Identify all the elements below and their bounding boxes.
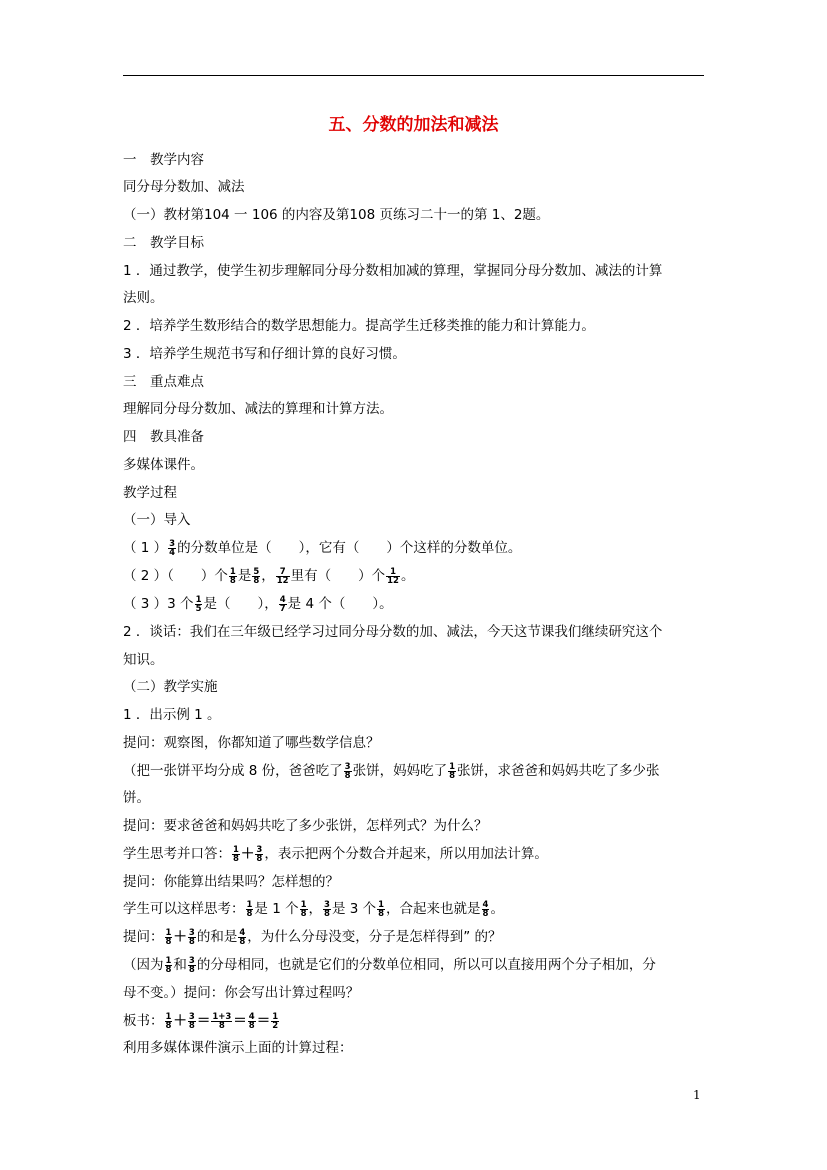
denominator: 5 bbox=[195, 603, 202, 614]
equals-sign: ＝ bbox=[256, 1013, 271, 1029]
text-segment: （ 3 ）3 个 bbox=[123, 596, 194, 612]
denominator: 12 bbox=[276, 575, 289, 586]
plus-sign: ＋ bbox=[240, 846, 255, 862]
denominator: 8 bbox=[188, 936, 195, 947]
denominator: 2 bbox=[272, 1020, 279, 1031]
fraction-1-8 bbox=[246, 901, 254, 918]
numerator: 1+3 bbox=[212, 1011, 232, 1022]
text-segment: 。 bbox=[400, 568, 415, 584]
text-segment: 张饼，求爸爸和妈妈共吃了多少张 bbox=[457, 763, 660, 779]
denominator: 8 bbox=[449, 770, 456, 781]
text-line: 法则。 bbox=[123, 290, 164, 306]
numerator: 4 bbox=[248, 1011, 255, 1022]
numerator: 3 bbox=[256, 844, 263, 855]
numerator: 3 bbox=[344, 761, 351, 772]
fraction-1-12 bbox=[386, 568, 400, 585]
header-rule bbox=[123, 75, 704, 76]
text-line: 理解同分母分数加、减法的算理和计算方法。 bbox=[123, 401, 393, 417]
fraction-1plus3-8 bbox=[211, 1013, 232, 1030]
equals-sign: ＝ bbox=[196, 1013, 211, 1029]
text-segment: （ 1 ） bbox=[123, 540, 168, 556]
text-line: 同分母分数加、减法 bbox=[123, 179, 245, 195]
fraction-3-4 bbox=[168, 540, 176, 557]
fraction-4-8 bbox=[248, 1013, 256, 1030]
text-line: 2 ．谈话：我们在三年级已经学习过同分母分数的加、减法，今天这节课我们继续研究这个 bbox=[123, 624, 663, 640]
numerator: 4 bbox=[239, 927, 246, 938]
section-heading: 二 教学目标 bbox=[123, 235, 204, 251]
text-segment: 提问： bbox=[123, 929, 164, 945]
fraction-1-8 bbox=[165, 957, 173, 974]
denominator: 4 bbox=[169, 547, 176, 558]
text-segment: ，合起来也就是 bbox=[386, 901, 481, 917]
denominator: 8 bbox=[188, 964, 195, 975]
numerator: 1 bbox=[229, 566, 236, 577]
fraction-1-2 bbox=[271, 1013, 279, 1030]
fraction-5-8 bbox=[252, 568, 260, 585]
text-line: 饼。 bbox=[123, 790, 150, 806]
numerator: 1 bbox=[195, 594, 202, 605]
text-line bbox=[123, 844, 708, 864]
text-segment: （因为 bbox=[123, 957, 164, 973]
denominator: 8 bbox=[165, 964, 172, 975]
text-line: 多媒体课件。 bbox=[123, 457, 204, 473]
numerator: 4 bbox=[482, 899, 489, 910]
text-line: 母不变。）提问：你会写出计算过程吗？ bbox=[123, 985, 360, 1001]
text-line: （二）教学实施 bbox=[123, 679, 218, 695]
denominator: 8 bbox=[239, 936, 246, 947]
numerator: 3 bbox=[188, 927, 195, 938]
fraction-3-8 bbox=[188, 1013, 196, 1030]
denominator: 8 bbox=[344, 770, 351, 781]
text-segment: （ 2 ）（ ）个 bbox=[123, 568, 228, 584]
denominator: 8 bbox=[229, 575, 236, 586]
denominator: 8 bbox=[233, 853, 239, 864]
text-segment: 学生思考并口答： bbox=[123, 846, 231, 862]
numerator: 1 bbox=[165, 927, 172, 938]
text-line bbox=[123, 899, 708, 919]
text-segment: 里有（ ）个 bbox=[290, 568, 386, 584]
fraction-1-8 bbox=[448, 763, 456, 780]
text-segment: 是 1 个 bbox=[254, 901, 299, 917]
text-segment: ，表示把两个分数合并起来，所以用加法计算。 bbox=[264, 846, 548, 862]
numerator: 3 bbox=[188, 955, 195, 966]
text-segment: ， bbox=[261, 568, 275, 584]
numerator: 3 bbox=[188, 1011, 195, 1022]
text-line bbox=[123, 761, 708, 781]
text-segment: 张饼，妈妈吃了 bbox=[352, 763, 448, 779]
text-segment: 。 bbox=[490, 901, 504, 917]
text-line: （一）导入 bbox=[123, 512, 191, 528]
fraction-1-5 bbox=[195, 596, 203, 613]
text-line: 提问：观察图，你都知道了哪些数学信息？ bbox=[123, 735, 380, 751]
numerator: 1 bbox=[165, 955, 172, 966]
text-segment: 板书： bbox=[123, 1013, 164, 1029]
fraction-1-8 bbox=[165, 1013, 173, 1030]
fraction-3-8 bbox=[344, 763, 352, 780]
fraction-4-7 bbox=[279, 596, 287, 613]
fraction-1-8 bbox=[165, 929, 173, 946]
numerator: 4 bbox=[279, 594, 286, 605]
page-number: 1 bbox=[693, 1088, 701, 1102]
plus-sign: ＋ bbox=[173, 1013, 187, 1029]
text-segment: ， bbox=[308, 901, 323, 917]
text-segment: 是 4 个（ ）。 bbox=[287, 596, 393, 612]
denominator: 8 bbox=[378, 908, 385, 919]
text-line: 2 ．培养学生数形结合的数学思想能力。提高学生迁移类推的能力和计算能力。 bbox=[123, 318, 595, 334]
fraction-1-8 bbox=[300, 901, 308, 918]
text-line bbox=[123, 538, 708, 558]
text-line bbox=[123, 955, 708, 975]
text-segment: 的和是 bbox=[196, 929, 238, 945]
denominator: 8 bbox=[300, 908, 307, 919]
denominator: 8 bbox=[165, 1020, 172, 1031]
numerator: 7 bbox=[276, 568, 290, 577]
denominator: 8 bbox=[218, 1020, 225, 1031]
denominator: 7 bbox=[279, 603, 286, 614]
text-line: 提问：要求爸爸和妈妈共吃了多少张饼，怎样列式？为什么？ bbox=[123, 818, 488, 834]
numerator: 1 bbox=[300, 899, 307, 910]
fraction-3-8 bbox=[323, 901, 331, 918]
text-line: 1 ．出示例 1 。 bbox=[123, 707, 221, 723]
text-line bbox=[123, 566, 708, 586]
denominator: 8 bbox=[165, 936, 172, 947]
numerator: 1 bbox=[386, 568, 400, 577]
text-segment: 是（ ）， bbox=[203, 596, 278, 612]
text-segment: 学生可以这样思考： bbox=[123, 901, 245, 917]
plus-sign: ＋ bbox=[173, 929, 187, 945]
text-line: 知识。 bbox=[123, 652, 164, 668]
denominator: 12 bbox=[387, 575, 399, 586]
fraction-7-12 bbox=[276, 568, 290, 585]
numerator: 3 bbox=[324, 899, 330, 910]
text-line bbox=[123, 927, 708, 947]
fraction-3-8 bbox=[188, 957, 196, 974]
denominator: 8 bbox=[246, 908, 253, 919]
fraction-1-8 bbox=[229, 568, 237, 585]
fraction-1-8 bbox=[377, 901, 385, 918]
fraction-3-8 bbox=[188, 929, 196, 946]
section-heading: 三 重点难点 bbox=[123, 374, 204, 390]
text-segment: 的分母相同，也就是它们的分数单位相同，所以可以直接用两个分子相加，分 bbox=[196, 957, 656, 973]
text-line: 1 ．通过教学，使学生初步理解同分母分数相加减的算理，掌握同分母分数加、减法的计算 bbox=[123, 263, 663, 279]
denominator: 8 bbox=[482, 908, 489, 919]
denominator: 8 bbox=[253, 575, 260, 586]
fraction-1-8 bbox=[232, 846, 240, 863]
text-line: 提问：你能算出结果吗？怎样想的？ bbox=[123, 874, 339, 890]
denominator: 8 bbox=[324, 908, 330, 919]
text-line: 3 ．培养学生规范书写和仔细计算的良好习惯。 bbox=[123, 346, 406, 362]
text-line bbox=[123, 594, 708, 614]
numerator: 1 bbox=[449, 761, 456, 772]
text-segment: ，为什么分母没变，分子是怎样得到” 的？ bbox=[247, 929, 502, 945]
numerator: 1 bbox=[272, 1011, 279, 1022]
section-heading: 教学过程 bbox=[123, 485, 177, 501]
text-segment: 是 3 个 bbox=[331, 901, 377, 917]
fraction-4-8 bbox=[238, 929, 246, 946]
fraction-4-8 bbox=[482, 901, 490, 918]
text-segment: 和 bbox=[173, 957, 187, 973]
page-title: 五、分数的加法和减法 bbox=[328, 115, 499, 135]
text-line: （一）教材第104 一 106 的内容及第108 页练习二十一的第 1、2题。 bbox=[123, 207, 550, 223]
denominator: 8 bbox=[256, 853, 263, 864]
denominator: 8 bbox=[248, 1020, 255, 1031]
section-heading: 四 教具准备 bbox=[123, 429, 204, 445]
numerator: 1 bbox=[378, 899, 385, 910]
text-segment: 的分数单位是（ ），它有（ ）个这样的分数单位。 bbox=[177, 540, 522, 556]
equals-sign: ＝ bbox=[233, 1013, 247, 1029]
numerator: 1 bbox=[246, 899, 253, 910]
numerator: 3 bbox=[169, 538, 176, 549]
numerator: 1 bbox=[165, 1011, 172, 1022]
text-segment: （把一张饼平均分成 8 份，爸爸吃了 bbox=[123, 763, 343, 779]
numerator: 5 bbox=[253, 566, 260, 577]
fraction-3-8 bbox=[255, 846, 263, 863]
section-heading: 一 教学内容 bbox=[123, 152, 204, 168]
text-line: 利用多媒体课件演示上面的计算过程： bbox=[123, 1040, 353, 1056]
board-equation bbox=[123, 1011, 708, 1031]
denominator: 8 bbox=[188, 1020, 195, 1031]
text-segment: 是 bbox=[237, 568, 252, 584]
numerator: 1 bbox=[233, 844, 239, 855]
